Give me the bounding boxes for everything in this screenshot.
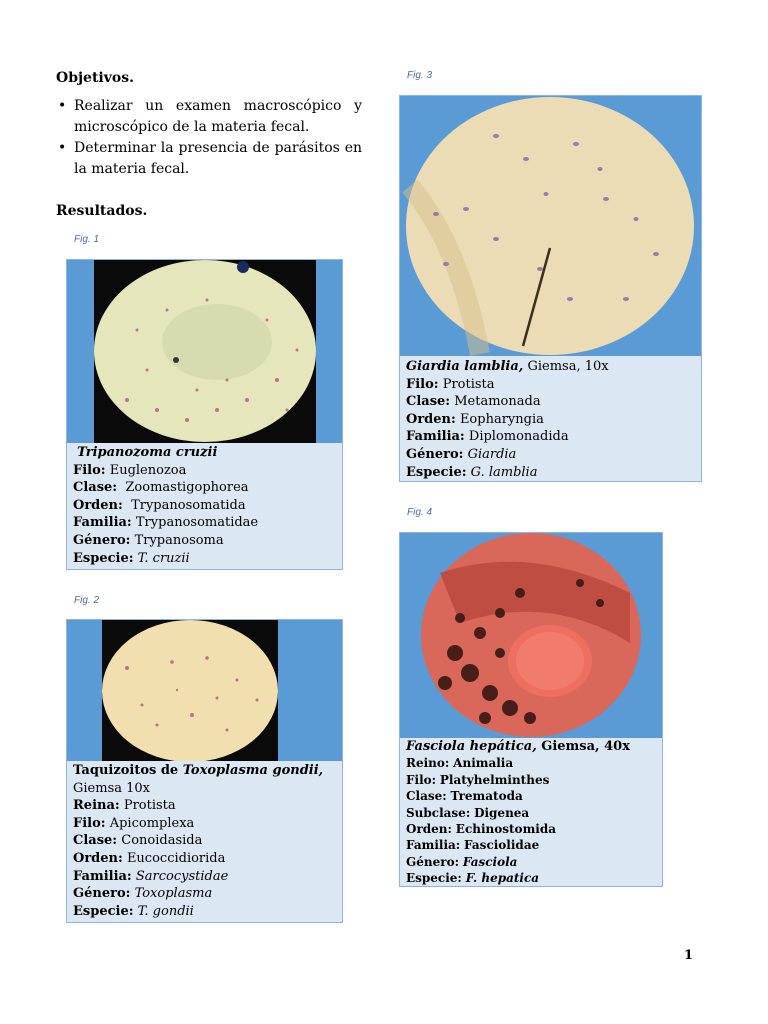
taxonomy-row: Orden: Eucoccidiorida <box>73 850 226 866</box>
figure-1-card <box>66 259 343 570</box>
taxonomy-row: Familia: Trypanosomatidae <box>73 515 259 531</box>
figure-3-card <box>399 95 702 482</box>
taxonomy-row: Filo: Apicomplexa <box>73 815 195 831</box>
results-title: Resultados. <box>56 203 148 219</box>
figure-1-caption <box>73 444 258 567</box>
figure-1-species-title: Tripanozoma cruzii <box>77 445 218 460</box>
figure-2-stain: Giemsa 10x <box>73 780 150 796</box>
figure-2-card <box>66 619 343 923</box>
figure-4-caption <box>406 739 630 887</box>
taxonomy-row: Familia: Diplomonadida <box>406 429 569 445</box>
taxonomy-row: Orden: Eopharyngia <box>406 411 544 427</box>
figure-2-species-title: Taquizoitos de Toxoplasma gondii, <box>73 763 324 778</box>
figure-4-card <box>399 532 663 887</box>
taxonomy-row: Especie: T. gondii <box>73 903 194 919</box>
figure-2-caption <box>73 762 323 920</box>
figure-4-species-title: Fasciola hepática, Giemsa, 40x <box>406 739 630 754</box>
figure-1-image <box>67 260 342 443</box>
objective-item: • Realizar un examen macroscópico y microscópico de la materia fecal. <box>58 98 362 135</box>
figure-3-caption <box>406 358 609 481</box>
taxonomy-row: Especie: G. lamblia <box>406 464 538 480</box>
page-number: 1 <box>683 948 693 963</box>
figure-4-image <box>400 533 662 738</box>
taxonomy-row: Género: Toxoplasma <box>73 886 213 902</box>
figure-2-label: Fig. 2 <box>74 595 100 606</box>
taxonomy-row: Especie: T. cruzii <box>73 550 190 566</box>
taxonomy-row: Reino: Animalia <box>406 756 514 771</box>
taxonomy-row: Reina: Protista <box>73 798 176 814</box>
taxonomy-row: Filo: Protista <box>406 376 495 392</box>
taxonomy-row: Orden: Echinostomida <box>406 822 556 837</box>
objectives-title: Objetivos. <box>56 70 134 86</box>
taxonomy-row: Especie: F. hepatica <box>406 871 540 886</box>
taxonomy-row: Filo: Platyhelminthes <box>406 772 550 787</box>
taxonomy-row: Filo: Euglenozoa <box>73 462 187 478</box>
taxonomy-row: Orden: Trypanosomatida <box>73 497 246 513</box>
taxonomy-row: Clase: Trematoda <box>406 789 523 804</box>
taxonomy-row: Subclase: Digenea <box>406 805 530 820</box>
figure-2-image <box>67 620 342 761</box>
objective-item: • Determinar la presencia de parásitos en la materia fecal. <box>58 140 362 177</box>
taxonomy-row: Género: Giardia <box>406 446 517 462</box>
figure-3-species-title: Giardia lamblia, Giemsa, 10x <box>406 359 609 374</box>
objectives-list <box>56 96 362 180</box>
figure-3-label: Fig. 3 <box>407 70 433 81</box>
taxonomy-row: Familia: Fasciolidae <box>406 838 540 853</box>
taxonomy-row: Clase: Metamonada <box>406 394 541 410</box>
taxonomy-row: Género: Trypanosoma <box>73 532 224 548</box>
taxonomy-row: Clase: Zoomastigophorea <box>73 480 249 496</box>
figure-3-image <box>400 96 701 356</box>
taxonomy-row: Género: Fasciola <box>406 854 518 869</box>
taxonomy-row: Familia: Sarcocystidae <box>73 868 229 884</box>
taxonomy-row: Clase: Conoidasida <box>73 833 203 849</box>
figure-1-label: Fig. 1 <box>74 234 100 245</box>
figure-4-label: Fig. 4 <box>407 507 433 518</box>
